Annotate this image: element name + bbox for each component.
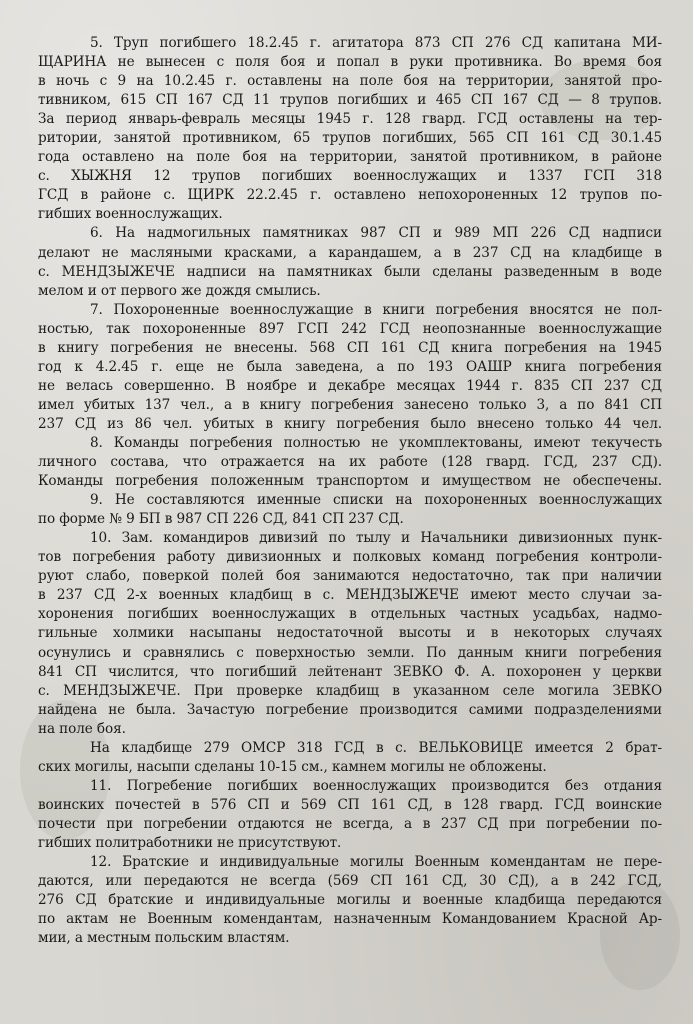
text-line: ЩАРИНА не вынесен с поля боя и попал в руки противника. Во время боя xyxy=(38,54,662,71)
text-line: имел убитых 137 чел., а в книгу погребения занесено только 3, а по 841 СП xyxy=(38,396,662,413)
text-line: в ночь с 9 на 10.2.45 г. оставлены на поле боя на территории, занятой про- xyxy=(38,73,662,90)
text-line: руют слабо, поверкой полей боя занимаются недостаточно, так при наличии xyxy=(38,568,662,585)
text-line: с. ХЫЖНЯ 12 трупов погибших военнослужащих и 1337 ГСП 318 xyxy=(38,168,662,185)
text-line: Команды погребения положенным транспортом и имуществом не обеспечены. xyxy=(38,473,662,490)
text-line: личного состава, что отражается на их работе (128 гвард. ГСД, 237 СД). xyxy=(38,454,662,471)
text-line: тивником, 615 СП 167 СД 11 трупов погибших и 465 СП 167 СД — 8 трупов. xyxy=(38,92,662,109)
text-line: ских могилы, насыпи сделаны 10-15 см., камнем могилы не обложены. xyxy=(38,758,547,775)
text-line: гибших военнослужащих. xyxy=(38,206,223,223)
text-line: почести при погребении отдаются не всегда, а в 237 СД при погребении по- xyxy=(38,815,662,832)
text-line: с. МЕНДЗЫЖЕЧЕ надписи на памятниках были сделаны разведенным в воде xyxy=(38,263,662,280)
text-line: 11. Погребение погибших военнослужащих производится без отдания xyxy=(90,777,662,794)
text-line: год к 4.2.45 г. еще не была заведена, а по 193 ОАШР книга погребения xyxy=(38,358,662,375)
text-line: по форме № 9 БП в 987 СП 226 СД, 841 СП 237 СД. xyxy=(38,511,404,528)
text-line: За период январь-февраль месяцы 1945 г. 128 гвард. ГСД оставлены на тер- xyxy=(38,111,662,128)
text-line: в книгу погребения не внесены. 568 СП 161 СД книга погребения на 1945 xyxy=(38,339,662,356)
text-line: тов погребения работу дивизионных и полковых команд погребения контроли- xyxy=(38,549,662,566)
text-line: 5. Труп погибшего 18.2.45 г. агитатора 873 СП 276 СД капитана МИ- xyxy=(90,35,662,51)
text-line: гибших политработники не присутствуют. xyxy=(38,834,342,851)
text-line: мелом и от первого же дождя смылись. xyxy=(38,282,321,299)
text-line: ритории, занятой противником, 65 трупов погибших, 565 СП 161 СД 30.1.45 xyxy=(38,130,662,147)
text-line: 6. На надмогильных памятниках 987 СП и 989 МП 226 СД надписи xyxy=(90,225,662,242)
text-line: ностью, так похороненные 897 ГСП 242 ГСД неопознанные военнослужащие xyxy=(38,320,662,337)
text-line: 9. Не составляются именные списки на похороненных военнослужащих xyxy=(90,492,662,509)
text-line: по актам не Военным комендантам, назначенным Командованием Красной Ар- xyxy=(38,911,662,928)
text-line: делают не масляными красками, а карандашем, а в 237 СД на кладбище в xyxy=(38,244,662,261)
text-line: не велась совершенно. В ноябре и декабре месяцах 1944 г. 835 СП 237 СД xyxy=(38,377,662,394)
text-line: 237 СД из 86 чел. убитых в книгу погребения было внесено только 44 чел. xyxy=(38,415,662,432)
text-line: с. МЕНДЗЫЖЕЧЕ. При проверке кладбищ в указанном селе могила ЗЕВКО xyxy=(38,682,662,699)
text-line: на поле боя. xyxy=(38,720,126,737)
text-line: осунулись и сравнялись с поверхностью земли. По данным книги погребения xyxy=(38,644,662,661)
text-line: года оставлено на поле боя на территории, занятой противником, в районе xyxy=(38,149,662,166)
text-line: воинских почестей в 576 СП и 569 СП 161 СД, в 128 гвард. ГСД воинские xyxy=(38,796,662,813)
text-line: 8. Команды погребения полностью не укомплектованы, имеют текучесть xyxy=(90,434,662,451)
text-line: 10. Зам. командиров дивизий по тылу и Начальники дивизионных пунк- xyxy=(90,530,662,547)
text-line: хоронения погибших военнослужащих в отдельных частных усадьбах, надмо- xyxy=(38,606,662,623)
text-line: найдена не была. Зачастую погребение производится самими подразделениями xyxy=(38,701,662,718)
document-text xyxy=(38,34,662,948)
text-line: даются, или передаются не всегда (569 СП 161 СД, 30 СД), а в 242 ГСД, xyxy=(38,873,662,890)
text-line: 12. Братские и индивидуальные могилы Военным комендантам не пере- xyxy=(90,854,662,871)
text-line: гильные холмики насыпаны недостаточной высоты и в некоторых случаях xyxy=(38,625,662,642)
text-line: 7. Похороненные военнослужащие в книги погребения вносятся не пол- xyxy=(90,301,662,318)
text-line: На кладбище 279 ОМСР 318 ГСД в с. ВЕЛЬКОВИЦЕ имеется 2 брат- xyxy=(90,739,662,756)
text-line: ГСД в районе с. ЩИРК 22.2.45 г. оставлено непохороненных 12 трупов по- xyxy=(38,187,662,204)
text-line: в 237 СД 2-х военных кладбищ в с. МЕНДЗЫЖЕЧЕ имеют место случаи за- xyxy=(38,587,662,604)
text-line: 841 СП числится, что погибший лейтенант ЗЕВКО Ф. А. похоронен у церкви xyxy=(38,663,662,680)
text-line: 276 СД братские и индивидуальные могилы и военные кладбища передаются xyxy=(38,892,662,909)
text-line: мии, а местным польским властям. xyxy=(38,930,290,947)
